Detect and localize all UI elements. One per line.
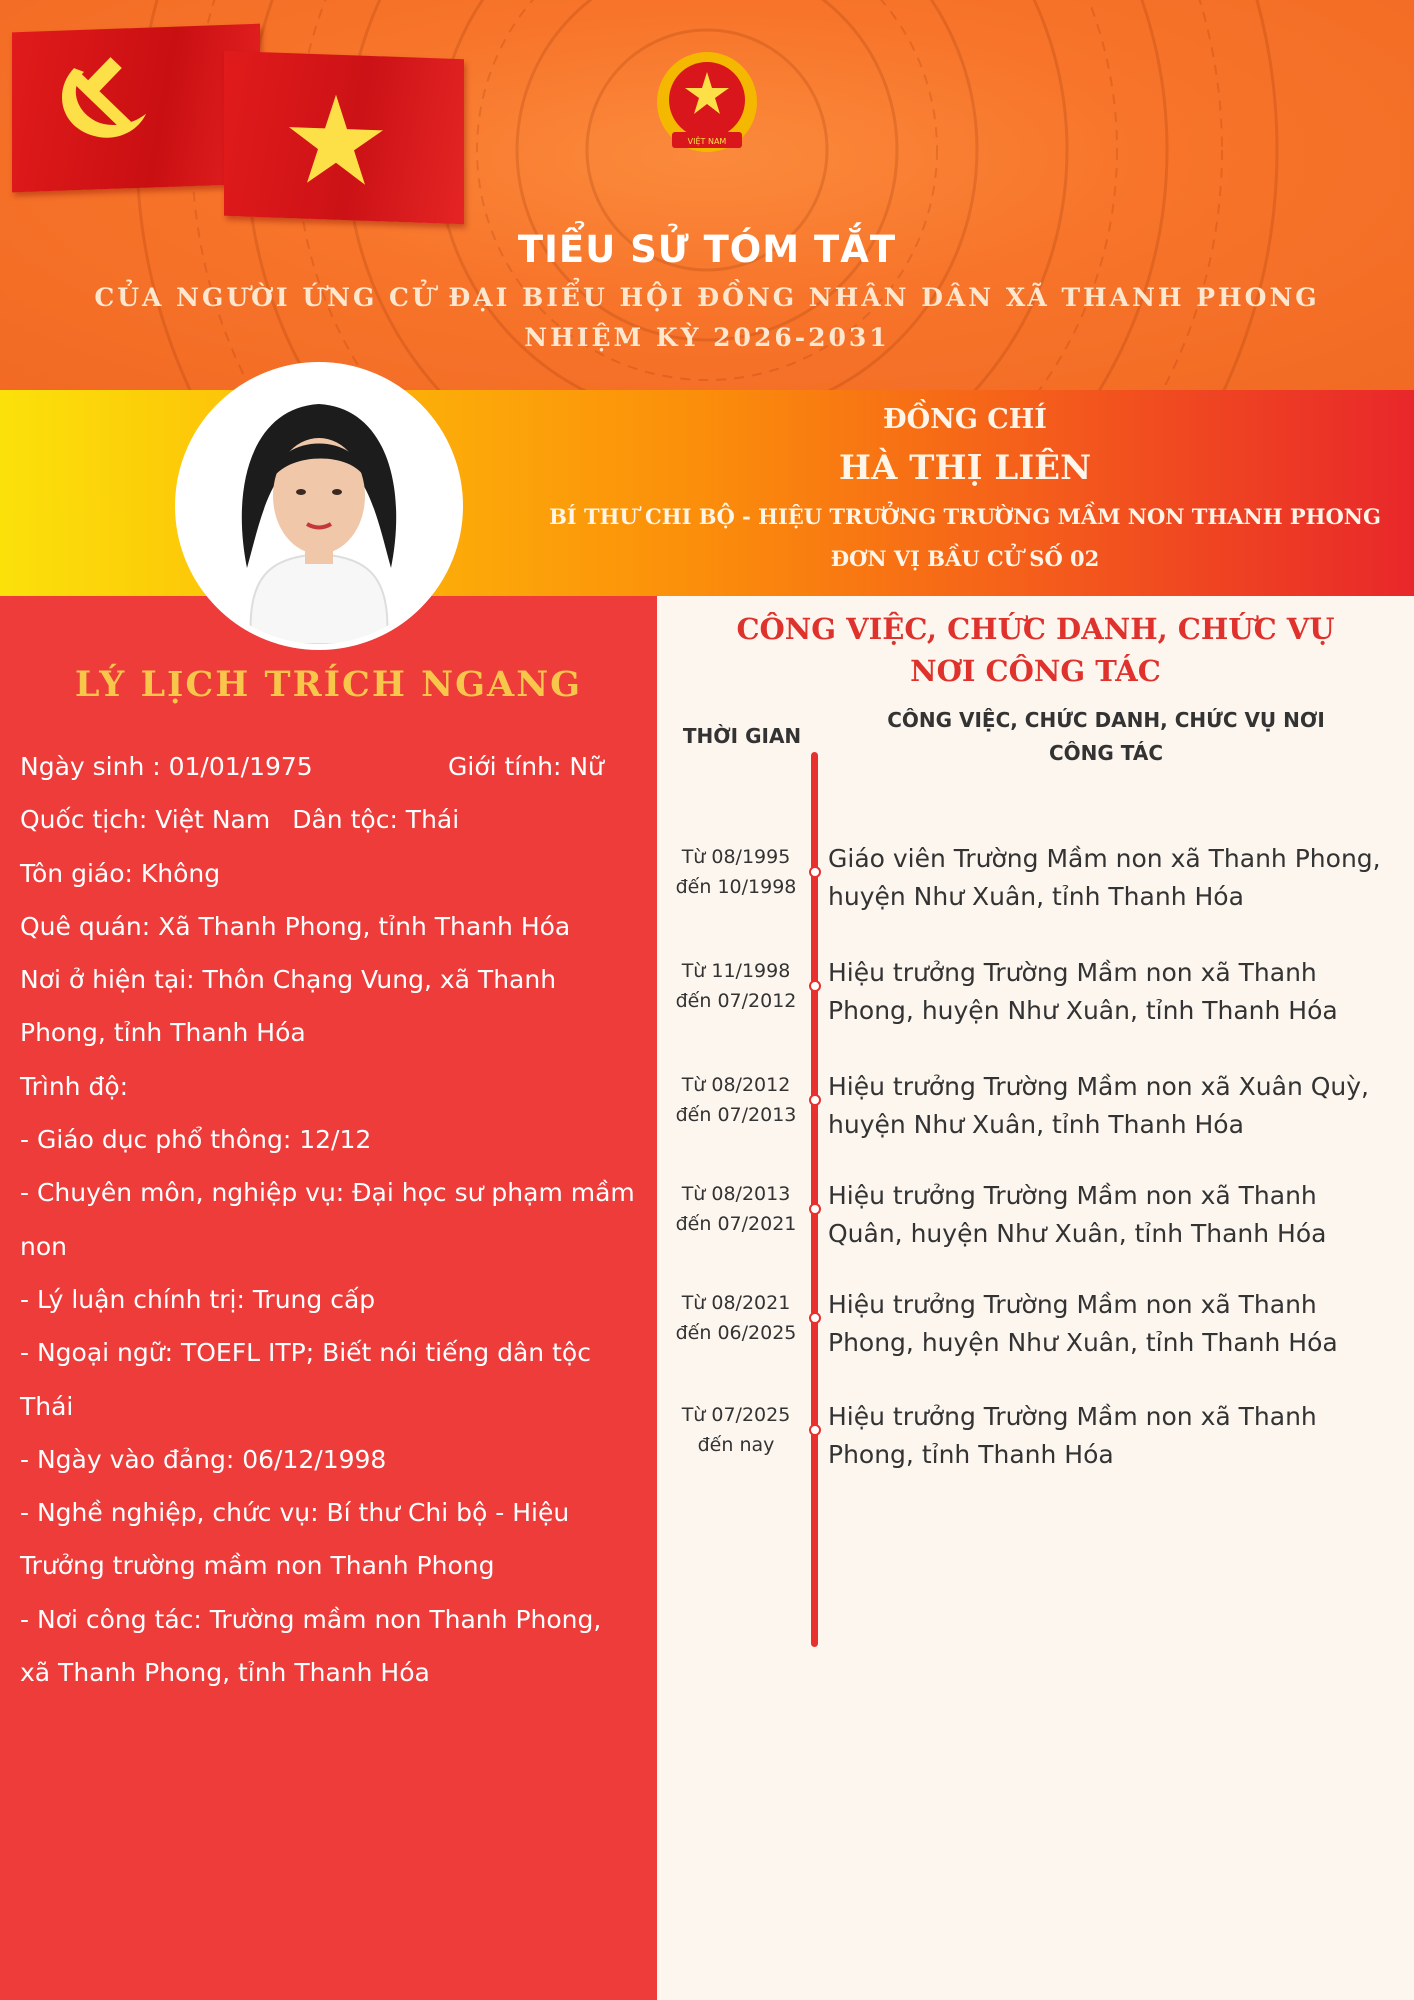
candidate-name: HÀ THỊ LIÊN bbox=[838, 448, 1092, 488]
job-line-1: Hiệu trưởng Trường Mầm non xã Thanh bbox=[828, 1181, 1317, 1210]
timeline-bar bbox=[811, 752, 818, 1647]
column-header-time: THỜI GIAN bbox=[682, 724, 802, 748]
date-to: đến 10/1998 bbox=[675, 876, 797, 898]
specialty-line-2: non bbox=[20, 1231, 67, 1261]
timeline-job bbox=[828, 1286, 1398, 1362]
timeline-job bbox=[828, 840, 1398, 916]
timeline-date bbox=[666, 956, 806, 1016]
date-to: đến nay bbox=[697, 1434, 775, 1456]
timeline-date bbox=[666, 1400, 806, 1460]
job-line-1: Hiệu trưởng Trường Mầm non xã Thanh bbox=[828, 1402, 1317, 1431]
job-line-1: Hiệu trưởng Trường Mầm non xã Thanh bbox=[828, 1290, 1317, 1319]
career-heading-line-1: CÔNG VIỆC, CHỨC DANH, CHỨC VỤ bbox=[736, 612, 1335, 646]
residence-line-2: Phong, tỉnh Thanh Hóa bbox=[20, 1018, 306, 1048]
header-banner bbox=[0, 0, 1414, 392]
salutation: ĐỒNG CHÍ bbox=[883, 404, 1047, 435]
star-icon bbox=[224, 51, 464, 224]
general-education: - Giáo dục phổ thông: 12/12 bbox=[20, 1125, 372, 1155]
workplace-line-1: - Nơi công tác: Trường mầm non Thanh Phong, bbox=[20, 1604, 602, 1634]
date-from: Từ 08/1995 bbox=[681, 846, 791, 868]
party-join-date: - Ngày vào đảng: 06/12/1998 bbox=[20, 1444, 387, 1474]
job-line-2: huyện Như Xuân, tỉnh Thanh Hóa bbox=[828, 1110, 1244, 1139]
document-subtitle: CỦA NGƯỜI ỨNG CỬ ĐẠI BIỂU HỘI ĐỒNG NHÂN DÂN XÃ THANH PHONG bbox=[94, 283, 1320, 312]
timeline-date bbox=[666, 1070, 806, 1130]
document-title: TIỂU SỬ TÓM TẮT bbox=[517, 228, 897, 271]
date-to: đến 07/2012 bbox=[675, 990, 797, 1012]
job-line-2: Phong, tỉnh Thanh Hóa bbox=[828, 1440, 1114, 1469]
date-to: đến 07/2021 bbox=[675, 1213, 797, 1235]
term-label: NHIỆM KỲ 2026-2031 bbox=[524, 323, 890, 352]
portrait-avatar-icon bbox=[181, 368, 457, 644]
bio-details bbox=[20, 740, 660, 1699]
timeline-dot bbox=[809, 1203, 821, 1215]
specialty-line-1: - Chuyên môn, nghiệp vụ: Đại học sư phạm mầm bbox=[20, 1178, 635, 1208]
timeline-job bbox=[828, 954, 1398, 1030]
job-line-2: huyện Như Xuân, tỉnh Thanh Hóa bbox=[828, 882, 1244, 911]
hammer-sickle-icon bbox=[12, 24, 260, 193]
timeline-dot bbox=[809, 866, 821, 878]
bio-heading: LÝ LỊCH TRÍCH NGANG bbox=[74, 664, 583, 705]
residence-line-1: Nơi ở hiện tại: Thôn Chạng Vung, xã Thanh bbox=[20, 965, 557, 995]
gender: Giới tính: Nữ bbox=[448, 752, 604, 781]
date-from: Từ 08/2012 bbox=[681, 1074, 791, 1096]
timeline-job bbox=[828, 1068, 1398, 1144]
timeline-job bbox=[828, 1398, 1398, 1474]
national-emblem-icon bbox=[652, 50, 762, 160]
date-to: đến 07/2013 bbox=[675, 1104, 797, 1126]
political-theory: - Lý luận chính trị: Trung cấp bbox=[20, 1284, 376, 1314]
nationality: Quốc tịch: Việt Nam bbox=[20, 805, 271, 835]
timeline-date bbox=[666, 1288, 806, 1348]
timeline-date bbox=[666, 1179, 806, 1239]
language-line-2: Thái bbox=[20, 1391, 74, 1421]
date-from: Từ 07/2025 bbox=[681, 1404, 791, 1426]
bio-row-dob-gender bbox=[20, 740, 660, 793]
svg-text:VIỆT NAM: VIỆT NAM bbox=[687, 137, 727, 146]
party-flag bbox=[12, 24, 260, 193]
timeline-dot bbox=[809, 1094, 821, 1106]
job-line-2: Phong, huyện Như Xuân, tỉnh Thanh Hóa bbox=[828, 996, 1338, 1025]
timeline-dot bbox=[809, 1424, 821, 1436]
workplace-line-2: xã Thanh Phong, tỉnh Thanh Hóa bbox=[20, 1658, 430, 1688]
column-header-job-line-2: CÔNG TÁC bbox=[1048, 741, 1164, 765]
job-line-2: Quân, huyện Như Xuân, tỉnh Thanh Hóa bbox=[828, 1219, 1327, 1248]
candidate-portrait bbox=[175, 362, 463, 650]
job-line-2: Phong, huyện Như Xuân, tỉnh Thanh Hóa bbox=[828, 1328, 1338, 1357]
column-header-job-line-1: CÔNG VIỆC, CHỨC DANH, CHỨC VỤ NƠI bbox=[887, 708, 1325, 732]
job-line-1: Hiệu trưởng Trường Mầm non xã Xuân Quỳ, bbox=[828, 1072, 1370, 1101]
constituency: ĐƠN VỊ BẦU CỬ SỐ 02 bbox=[830, 546, 1100, 571]
hometown: Quê quán: Xã Thanh Phong, tỉnh Thanh Hóa bbox=[20, 911, 571, 941]
date-from: Từ 11/1998 bbox=[681, 960, 791, 982]
date-to: đến 06/2025 bbox=[675, 1322, 797, 1344]
national-flag bbox=[224, 51, 464, 224]
date-from: Từ 08/2013 bbox=[681, 1183, 791, 1205]
education-label: Trình độ: bbox=[20, 1071, 129, 1101]
occupation-line-2: Trưởng trường mầm non Thanh Phong bbox=[20, 1551, 495, 1581]
occupation-line-1: - Nghề nghiệp, chức vụ: Bí thư Chi bộ - Hiệu bbox=[20, 1498, 570, 1528]
timeline-dot bbox=[809, 1312, 821, 1324]
date-from: Từ 08/2021 bbox=[681, 1292, 791, 1314]
timeline-date bbox=[666, 842, 806, 902]
language-line-1: - Ngoại ngữ: TOEFL ITP; Biết nói tiếng dân tộc bbox=[20, 1338, 591, 1368]
candidate-position: BÍ THƯ CHI BỘ - HIỆU TRƯỞNG TRƯỜNG MẦM NON THANH PHONG bbox=[549, 504, 1381, 529]
timeline-dot bbox=[809, 980, 821, 992]
career-heading-line-2: NƠI CÔNG TÁC bbox=[910, 654, 1161, 688]
religion: Tôn giáo: Không bbox=[20, 858, 221, 888]
bio-row-nationality bbox=[20, 793, 660, 846]
dob: Ngày sinh : 01/01/1975 bbox=[20, 752, 313, 781]
job-line-1: Hiệu trưởng Trường Mầm non xã Thanh bbox=[828, 958, 1317, 987]
job-line-1: Giáo viên Trường Mầm non xã Thanh Phong, bbox=[828, 844, 1381, 873]
timeline-job bbox=[828, 1177, 1398, 1253]
ethnicity: Dân tộc: Thái bbox=[292, 805, 460, 835]
